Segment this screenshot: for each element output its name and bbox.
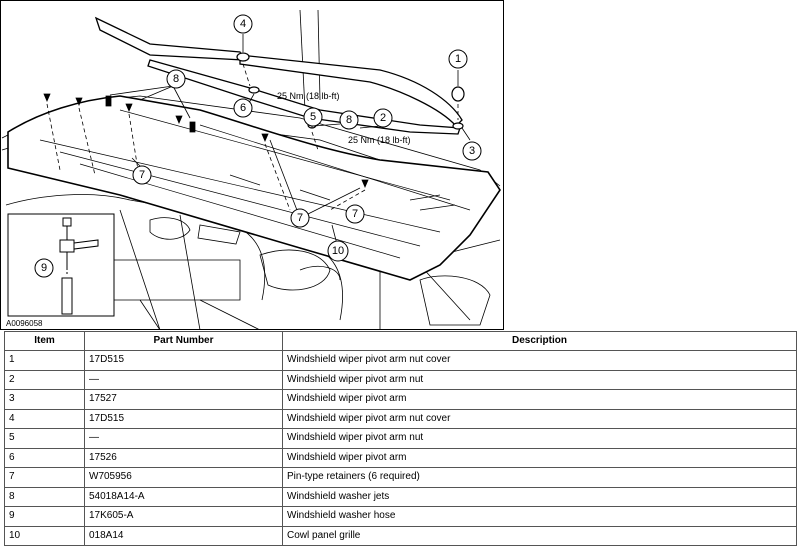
cell-part-number: —	[85, 370, 283, 390]
callout-8b-label: 8	[345, 114, 353, 126]
exploded-view-diagram	[0, 0, 504, 330]
table-row	[5, 468, 797, 488]
cell-description: Windshield wiper pivot arm nut	[283, 370, 797, 390]
callout-7c	[346, 205, 364, 223]
cell-item: 1	[5, 351, 85, 371]
parts-table	[4, 331, 797, 546]
cell-item: 10	[5, 526, 85, 546]
header-item: Item	[5, 332, 85, 351]
cell-part-number: 17D515	[85, 409, 283, 429]
callout-8a-label: 8	[172, 73, 180, 85]
callout-3-label: 3	[468, 145, 476, 157]
cell-description: Windshield wiper pivot arm	[283, 448, 797, 468]
callout-5	[304, 108, 322, 126]
callout-1-label: 1	[454, 53, 462, 65]
cell-item: 9	[5, 507, 85, 527]
cell-part-number: 018A14	[85, 526, 283, 546]
table-row	[5, 390, 797, 410]
callout-8a	[167, 70, 185, 88]
cell-item: 7	[5, 468, 85, 488]
callout-7a-label: 7	[138, 169, 146, 181]
callout-7b	[291, 209, 309, 227]
torque-label-right: 25 Nm (18 lb-ft)	[348, 135, 411, 145]
figure-id: A0096058	[6, 319, 43, 328]
cell-description: Windshield wiper pivot arm nut	[283, 429, 797, 449]
torque-label-left: 25 Nm (18 lb-ft)	[277, 91, 340, 101]
callout-7b-label: 7	[296, 212, 304, 224]
cell-item: 6	[5, 448, 85, 468]
cell-description: Pin-type retainers (6 required)	[283, 468, 797, 488]
callout-4-label: 4	[239, 18, 247, 30]
cell-part-number: 54018A14-A	[85, 487, 283, 507]
table-row	[5, 448, 797, 468]
callout-7c-label: 7	[351, 208, 359, 220]
table-header-row	[5, 332, 797, 351]
cell-part-number: 17527	[85, 390, 283, 410]
callout-9-label: 9	[40, 262, 48, 274]
header-part-number: Part Number	[85, 332, 283, 351]
cell-part-number: 17526	[85, 448, 283, 468]
table-row	[5, 526, 797, 546]
cell-part-number: —	[85, 429, 283, 449]
cell-description: Windshield wiper pivot arm	[283, 390, 797, 410]
cell-description: Windshield wiper pivot arm nut cover	[283, 409, 797, 429]
cell-description: Windshield washer jets	[283, 487, 797, 507]
cell-item: 3	[5, 390, 85, 410]
cell-item: 4	[5, 409, 85, 429]
callout-3	[463, 142, 481, 160]
cell-item: 2	[5, 370, 85, 390]
cell-part-number: W705956	[85, 468, 283, 488]
callout-2	[374, 109, 392, 127]
table-row	[5, 429, 797, 449]
header-description: Description	[283, 332, 797, 351]
callout-2-label: 2	[379, 112, 387, 124]
cell-item: 8	[5, 487, 85, 507]
callout-8b	[340, 111, 358, 129]
table-row	[5, 351, 797, 371]
callout-5-label: 5	[309, 111, 317, 123]
table-row	[5, 487, 797, 507]
callout-7a	[133, 166, 151, 184]
cell-description: Cowl panel grille	[283, 526, 797, 546]
callout-4	[234, 15, 252, 33]
callout-6-label: 6	[239, 102, 247, 114]
callout-10	[328, 241, 348, 261]
cell-description: Windshield washer hose	[283, 507, 797, 527]
callout-10-label: 10	[331, 245, 345, 257]
cell-part-number: 17K605-A	[85, 507, 283, 527]
table-row	[5, 370, 797, 390]
table-row	[5, 507, 797, 527]
callout-9	[35, 259, 53, 277]
callout-6	[234, 99, 252, 117]
washer-hose-inset	[8, 214, 114, 316]
callout-1	[449, 50, 467, 68]
cell-description: Windshield wiper pivot arm nut cover	[283, 351, 797, 371]
table-row	[5, 409, 797, 429]
cell-item: 5	[5, 429, 85, 449]
cell-part-number: 17D515	[85, 351, 283, 371]
